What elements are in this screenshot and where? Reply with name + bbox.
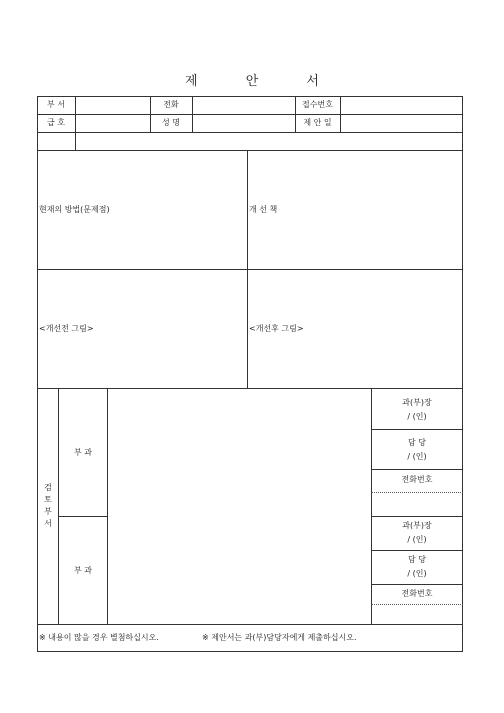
lower-sign-divider-1 — [371, 550, 463, 551]
upper-staff-label: 담 당 — [408, 438, 426, 447]
before-drawing-label: <개선전 그림> — [39, 324, 94, 333]
upper-staff-seal: / (인) — [407, 452, 427, 461]
review-col-2 — [107, 388, 108, 625]
col-divider-3 — [192, 96, 193, 133]
lower-dept-name: 부 과 — [74, 566, 92, 575]
phone-label: 전화 — [163, 100, 179, 109]
review-dept-divider — [58, 516, 108, 517]
form-title — [0, 70, 504, 89]
proposal-date-label: 제 안 일 — [303, 118, 332, 127]
lower-staff-label: 담 당 — [408, 555, 426, 564]
upper-chief-label: 과(부)장 — [402, 398, 432, 407]
review-section-top — [37, 388, 463, 389]
row-divider-1 — [37, 114, 463, 115]
table-border-top — [37, 96, 463, 97]
upper-sign-divider-3 — [371, 516, 463, 517]
upper-chief-seal: / (인) — [407, 412, 427, 421]
after-drawing-label: <개선후 그림> — [249, 324, 304, 333]
footer-divider — [37, 624, 463, 625]
grade-label: 급 호 — [47, 118, 65, 127]
upper-phone-label: 전화번호 — [401, 475, 433, 484]
title-char-3: 서 — [306, 74, 319, 89]
upper-sign-divider-2 — [371, 469, 463, 470]
improvement-plan-label: 개 선 책 — [249, 205, 278, 214]
upper-phone-dotted-line — [371, 492, 463, 493]
table-border-left — [37, 96, 38, 652]
col-divider-5 — [340, 96, 341, 133]
upper-dept-name: 부 과 — [74, 448, 92, 457]
lower-staff-seal: / (인) — [407, 569, 427, 578]
receipt-number-label: 접수번호 — [302, 100, 333, 109]
review-col-1 — [58, 388, 59, 625]
lower-sign-divider-2 — [371, 584, 463, 585]
title-char-2: 안 — [245, 74, 259, 89]
name-label: 성 명 — [162, 118, 180, 127]
lower-chief-label: 과(부)장 — [402, 521, 432, 530]
lower-chief-seal: / (인) — [407, 535, 427, 544]
row-divider-3 — [37, 150, 463, 151]
table-border-bottom — [37, 651, 463, 652]
footer-note-submit: ※ 제안서는 과(부)담당자에게 제출하십시오. — [202, 633, 357, 642]
current-method-label: 현재의 방법(문제점) — [39, 205, 110, 214]
footer-note-attach: ※ 내용이 많을 경우 별첨하십시오. — [39, 633, 159, 642]
upper-sign-divider-1 — [371, 429, 463, 430]
row-divider-2 — [37, 132, 463, 133]
lower-phone-label: 전화번호 — [401, 589, 433, 598]
review-dept-label: 검토부서 — [44, 483, 52, 528]
col-divider-label — [75, 96, 76, 151]
lower-phone-dotted-line — [371, 604, 463, 605]
title-char-1: 제 — [185, 74, 198, 89]
section-divider-horizontal — [37, 269, 463, 270]
dept-label: 부 서 — [47, 100, 65, 109]
